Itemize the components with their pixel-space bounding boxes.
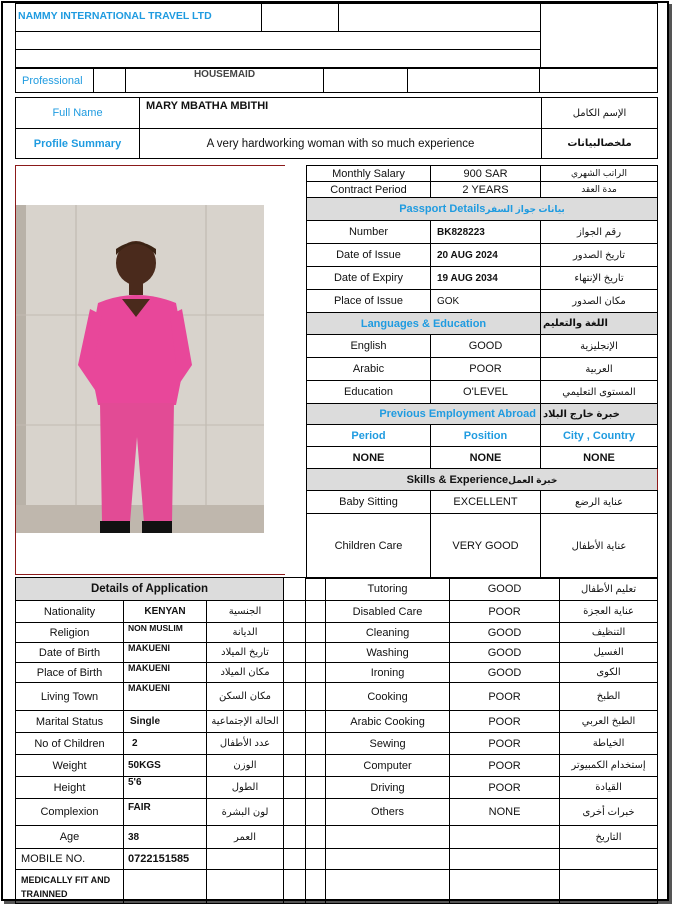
skill-value: POOR (450, 601, 560, 623)
issue-date-ar: تاريخ الصدور (541, 244, 658, 267)
employment-title-ar: خبرة خارج البلاد (541, 404, 658, 425)
employment-col-country: City , Country (541, 425, 658, 447)
history-ar: التاريخ (560, 826, 658, 849)
salary-ar: الراتب الشهري (541, 166, 658, 182)
medical-label-line1: MEDICALLY FIT AND (21, 874, 111, 885)
salary-label: Monthly Salary (307, 166, 431, 182)
company-name: NAMMY INTERNATIONAL TRAVEL LTD (16, 4, 262, 32)
skills-title-ar: خبرة العمل (508, 474, 558, 485)
application-value: MAKUENI (124, 683, 207, 711)
application-ar: لون البشرة (207, 799, 284, 826)
skill-ar: عناية الرضع (541, 491, 658, 514)
education-value: O'LEVEL (431, 381, 541, 404)
application-label: Marital Status (16, 711, 124, 733)
mobile-label: MOBILE NO. (16, 849, 124, 870)
skill-value: NONE (450, 799, 560, 826)
issue-date-value: 20 AUG 2024 (431, 244, 541, 267)
application-ar: العمر (207, 826, 284, 849)
skill-label: Washing (326, 643, 450, 663)
salary-value: 900 SAR (431, 166, 541, 182)
passport-title-ar: بيانات جواز السفر (485, 204, 565, 214)
employment-period: NONE (307, 447, 431, 469)
profession: HOUSEMAID (126, 69, 324, 93)
skill-label: Ironing (326, 663, 450, 683)
application-value: 2 (124, 733, 207, 755)
application-label: Religion (16, 623, 124, 643)
skill-value: POOR (450, 683, 560, 711)
application-value: KENYAN (124, 601, 207, 623)
mobile-value: 0722151585 (124, 849, 207, 870)
skill-label: Tutoring (326, 578, 450, 601)
header-table (15, 3, 658, 68)
employment-col-period: Period (307, 425, 431, 447)
place-of-issue-label: Place of Issue (307, 290, 431, 313)
skill-ar: عناية العجزة (560, 601, 658, 623)
skill-label: Baby Sitting (307, 491, 431, 514)
application-label: Weight (16, 755, 124, 777)
arabic-ar: العربية (541, 358, 658, 381)
arabic-value: POOR (431, 358, 541, 381)
application-value: Single (124, 711, 207, 733)
skill-label: Sewing (326, 733, 450, 755)
contract-period-value: 2 YEARS (431, 182, 541, 198)
expiry-date-value: 19 AUG 2034 (431, 267, 541, 290)
full-name: MARY MBATHA MBITHI (140, 98, 542, 129)
employment-country: NONE (541, 447, 658, 469)
skill-ar: الغسيل (560, 643, 658, 663)
profile-summary-ar: ملخصالبيانات (542, 129, 658, 159)
contract-period-ar: مدة العقد (541, 182, 658, 198)
skill-label: Computer (326, 755, 450, 777)
skill-label: Children Care (307, 514, 431, 579)
skill-value: POOR (450, 777, 560, 799)
english-label: English (307, 335, 431, 358)
passport-number-ar: رقم الجواز (541, 221, 658, 244)
application-label: No of Children (16, 733, 124, 755)
skill-ar: الطبخ (560, 683, 658, 711)
full-name-label: Full Name (16, 98, 140, 129)
place-of-issue-value: GOK (431, 290, 541, 313)
skill-value: GOOD (450, 578, 560, 601)
languages-title-ar: اللغة والتعليم (541, 313, 658, 335)
application-value: FAIR (124, 799, 207, 826)
languages-title: Languages & Education (307, 313, 541, 335)
employment-position: NONE (431, 447, 541, 469)
details-table (15, 577, 658, 904)
skill-ar: عناية الأطفال (541, 514, 658, 579)
application-label: Living Town (16, 683, 124, 711)
skill-ar: إستخدام الكمبيوتر (560, 755, 658, 777)
application-value: MAKUENI (124, 643, 207, 663)
application-ar: الحالة الإجتماعية (207, 711, 284, 733)
skill-label: Others (326, 799, 450, 826)
skill-value: POOR (450, 711, 560, 733)
skill-label: Driving (326, 777, 450, 799)
skill-ar: الكوى (560, 663, 658, 683)
skill-label: Cooking (326, 683, 450, 711)
place-of-issue-ar: مكان الصدور (541, 290, 658, 313)
application-label: Nationality (16, 601, 124, 623)
application-value: 38 (124, 826, 207, 849)
skills-title: Skills & Experience (406, 473, 509, 486)
application-title: Details of Application (16, 578, 284, 601)
contract-table (306, 165, 658, 579)
skill-ar: خبرات أخرى (560, 799, 658, 826)
skill-value: GOOD (450, 643, 560, 663)
full-name-ar: الإسم الكامل (542, 98, 658, 129)
application-value: MAKUENI (124, 663, 207, 683)
expiry-date-label: Date of Expiry (307, 267, 431, 290)
application-ar: الطول (207, 777, 284, 799)
skill-ar: تعليم الأطفال (560, 578, 658, 601)
skill-ar: القيادة (560, 777, 658, 799)
profile-summary: A very hardworking woman with so much experience (140, 129, 542, 159)
application-value: 5'6 (124, 777, 207, 799)
issue-date-label: Date of Issue (307, 244, 431, 267)
skill-value: POOR (450, 733, 560, 755)
candidate-photo (16, 205, 264, 533)
professional-table (15, 68, 658, 93)
application-ar: مكان الميلاد (207, 663, 284, 683)
medical-label-line2: TRAINNED (21, 888, 68, 899)
skill-ar: الخياطة (560, 733, 658, 755)
professional-label: Professional (16, 69, 94, 93)
education-ar: المستوى التعليمي (541, 381, 658, 404)
application-label: Place of Birth (16, 663, 124, 683)
contract-period-label: Contract Period (307, 182, 431, 198)
skill-value: POOR (450, 755, 560, 777)
passport-number-label: Number (307, 221, 431, 244)
passport-title: Passport Details (399, 203, 486, 215)
application-value: NON MUSLIM (124, 623, 207, 643)
passport-section-header (307, 198, 658, 221)
application-ar: الجنسية (207, 601, 284, 623)
skill-value: VERY GOOD (431, 514, 541, 579)
english-ar: الإنجليزية (541, 335, 658, 358)
application-label: Complexion (16, 799, 124, 826)
skill-ar: التنظيف (560, 623, 658, 643)
education-label: Education (307, 381, 431, 404)
application-value: 50KGS (124, 755, 207, 777)
application-ar: عدد الأطفال (207, 733, 284, 755)
arabic-label: Arabic (307, 358, 431, 381)
application-label: Height (16, 777, 124, 799)
skill-value: GOOD (450, 623, 560, 643)
application-ar: الديانة (207, 623, 284, 643)
application-ar: الوزن (207, 755, 284, 777)
skill-value: EXCELLENT (431, 491, 541, 514)
skill-label: Cleaning (326, 623, 450, 643)
employment-title: Previous Employment Abroad (307, 404, 541, 425)
application-label: Date of Birth (16, 643, 124, 663)
skill-ar: الطبخ العربي (560, 711, 658, 733)
profile-summary-label: Profile Summary (16, 129, 140, 159)
application-ar: مكان السكن (207, 683, 284, 711)
skill-value: GOOD (450, 663, 560, 683)
candidate-photo-image (16, 205, 264, 533)
medical-label (16, 870, 124, 904)
identity-table (15, 97, 658, 159)
skills-section-header (307, 469, 658, 491)
application-ar: تاريخ الميلاد (207, 643, 284, 663)
expiry-date-ar: تاريخ الإنتهاء (541, 267, 658, 290)
employment-col-position: Position (431, 425, 541, 447)
english-value: GOOD (431, 335, 541, 358)
skill-label: Arabic Cooking (326, 711, 450, 733)
skill-label: Disabled Care (326, 601, 450, 623)
application-label: Age (16, 826, 124, 849)
passport-number-value: BK828223 (431, 221, 541, 244)
